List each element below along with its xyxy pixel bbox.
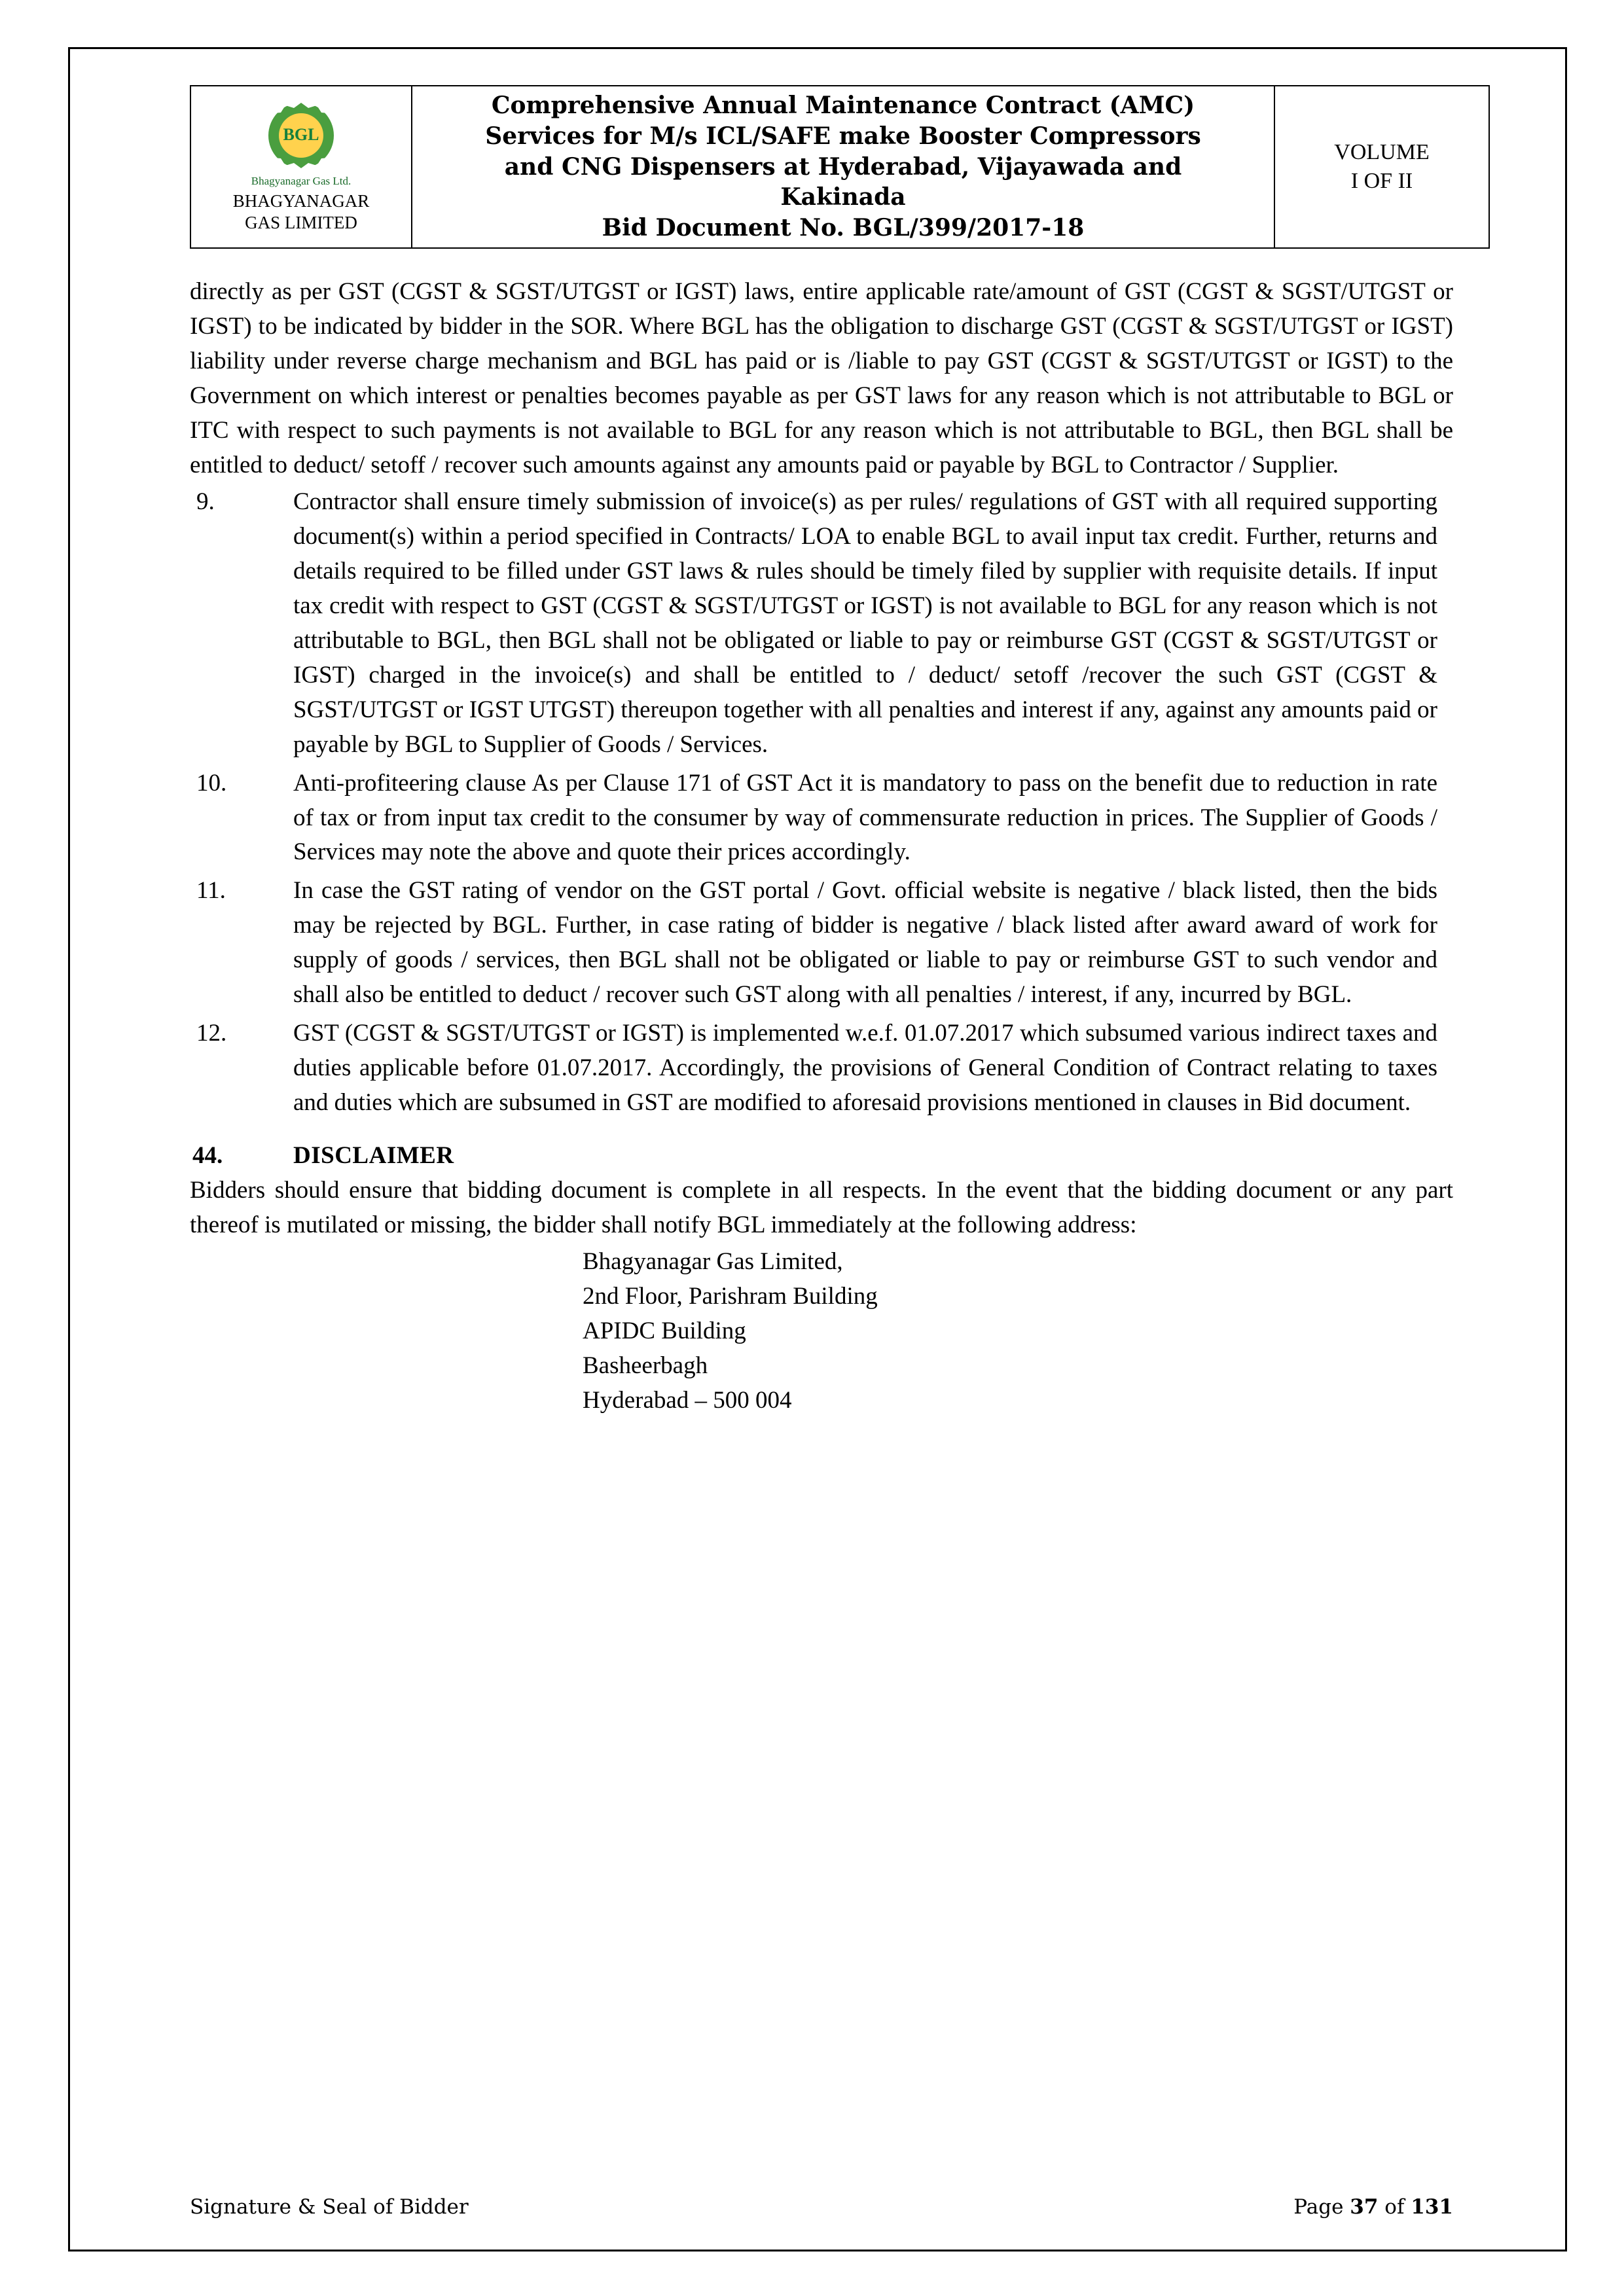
footer-current-page: 37 [1350,2195,1379,2219]
contact-address [583,1245,1453,1418]
header-title-line1: Comprehensive Annual Maintenance Contract (AMC) [491,92,1195,119]
clause-item-12 [190,1016,1453,1121]
header-title-line2: Services for M/s ICL/SAFE make Booster Compressors [485,122,1201,150]
footer-total-pages: 131 [1411,2195,1453,2219]
footer-signature-label: Signature & Seal of Bidder [190,2195,469,2219]
address-line-4: Basheerbagh [583,1352,708,1380]
bgl-logo-icon [259,100,343,173]
section-disclaimer-heading [190,1139,1453,1174]
address-line-3: APIDC Building [583,1318,746,1345]
page-footer [190,2195,1453,2219]
address-line-2: 2nd Floor, Parishram Building [583,1283,878,1310]
header-title-line4: Kakinada [780,183,906,211]
header-title-line3: and CNG Dispensers at Hyderabad, Vijayawada and [504,152,1182,181]
clause-text: Anti-profiteering clause As per Clause 171 of GST Act it is mandatory to pass on the benefit due to reduction in rate of tax or from input tax credit to the consumer by way of commensurate reduction in prices. The Supplier of Goods / Services may note the above and quote their prices accordingly. [293,769,1437,866]
header-title-cell [412,86,1274,248]
header-row [190,86,1489,248]
logo-mark-text: BGL [283,125,319,145]
logo-tagline: Bhagyanagar Gas Ltd. [251,175,352,188]
header-bid-document-number: Bid Document No. BGL/399/2017-18 [602,214,1085,242]
logo-company-name [233,190,370,234]
address-line-5: Hyderabad – 500 004 [583,1387,792,1414]
intro-paragraph: directly as per GST (CGST & SGST/UTGST or IGST) laws, entire applicable rate/amount of GST (CGST & SGST/UTGST or IGST) to be indicated by bidder in the SOR. Where BGL has the obligation to discharge GST (CGST & SGST/UTGST or IGST) liability under reverse charge mechanism and BGL has paid or is /liable to pay GST (CGST & SGST/UTGST or IGST) to the Government on which interest or penalties becomes payable as per GST laws for any reason which is not attributable to BGL or ITC with respect to such payments is not available to BGL for any reason which is not attributable to BGL, then BGL shall be entitled to deduct/ setoff / recover such amounts against any amounts paid or payable by BGL to Contractor / Supplier. [190,278,1453,478]
page-content [190,85,1453,1418]
logo-company-line2: GAS LIMITED [245,212,357,232]
clause-number: 12. [196,1020,227,1047]
logo-company-line1: BHAGYANAGAR [232,191,370,211]
clause-item-10 [190,766,1453,870]
clause-number: 10. [196,769,227,797]
clause-text: In case the GST rating of vendor on the GST portal / Govt. official website is negative / black listed, then the bids may be rejected by BGL. Further, in case rating of bidder is negative / black listed after award award of work for supply of goods / services, then BGL shall not be obligated or liable to pay or reimburse GST to such vendor and shall also be entitled to deduct / recover such GST along with all penalties / interest, if any, incurred by BGL. [293,877,1437,1009]
document-body [190,275,1453,1418]
address-line-1: Bhagyanagar Gas Limited, [583,1248,843,1276]
footer-page-of: of [1378,2195,1411,2219]
disclaimer-paragraph: Bidders should ensure that bidding document is complete in all respects. In the event that the bidding document or any part thereof is mutilated or missing, the bidder shall notify BGL immediately at the following address: [190,1176,1453,1238]
footer-page-prefix: Page [1293,2195,1350,2219]
clause-number: 11. [196,877,226,905]
section-title: DISCLAIMER [293,1141,454,1169]
header-volume-line2: I OF II [1350,168,1413,193]
clause-text: Contractor shall ensure timely submission of invoice(s) as per rules/ regulations of GST with all required supporting document(s) within a period specified in Contracts/ LOA to enable BGL to avail input tax credit. Further, returns and details required to be filled under GST laws & rules should be timely filed by supplier with requisite details. If input tax credit with respect to GST (CGST & SGST/UTGST or IGST) is not available to BGL for any reason which is not attributable to BGL, then BGL shall not be obligated or liable to pay or reimburse GST (CGST & SGST/UTGST or IGST) charged in the invoice(s) and shall be entitled to / deduct/ setoff /recover the such GST (CGST & SGST/UTGST or IGST UTGST) thereupon together with all penalties and interest if any, against any amounts paid or payable by BGL to Supplier of Goods / Services. [293,488,1437,758]
document-header-table [190,85,1490,249]
header-volume-cell [1274,86,1489,248]
clause-item-9 [190,485,1453,762]
clause-text: GST (CGST & SGST/UTGST or IGST) is implemented w.e.f. 01.07.2017 which subsumed various indirect taxes and duties applicable before 01.07.2017. Accordingly, the provisions of General Condition of Contract relating to taxes and duties which are subsumed in GST are modified to aforesaid provisions mentioned in clauses in Bid document. [293,1020,1437,1116]
footer-page-number [1293,2195,1453,2219]
clause-item-11 [190,874,1453,1013]
clause-number: 9. [196,488,215,516]
header-volume-line1: VOLUME [1334,139,1430,164]
logo-wrap [196,100,406,234]
section-number: 44. [192,1141,223,1169]
header-logo-cell [190,86,412,248]
